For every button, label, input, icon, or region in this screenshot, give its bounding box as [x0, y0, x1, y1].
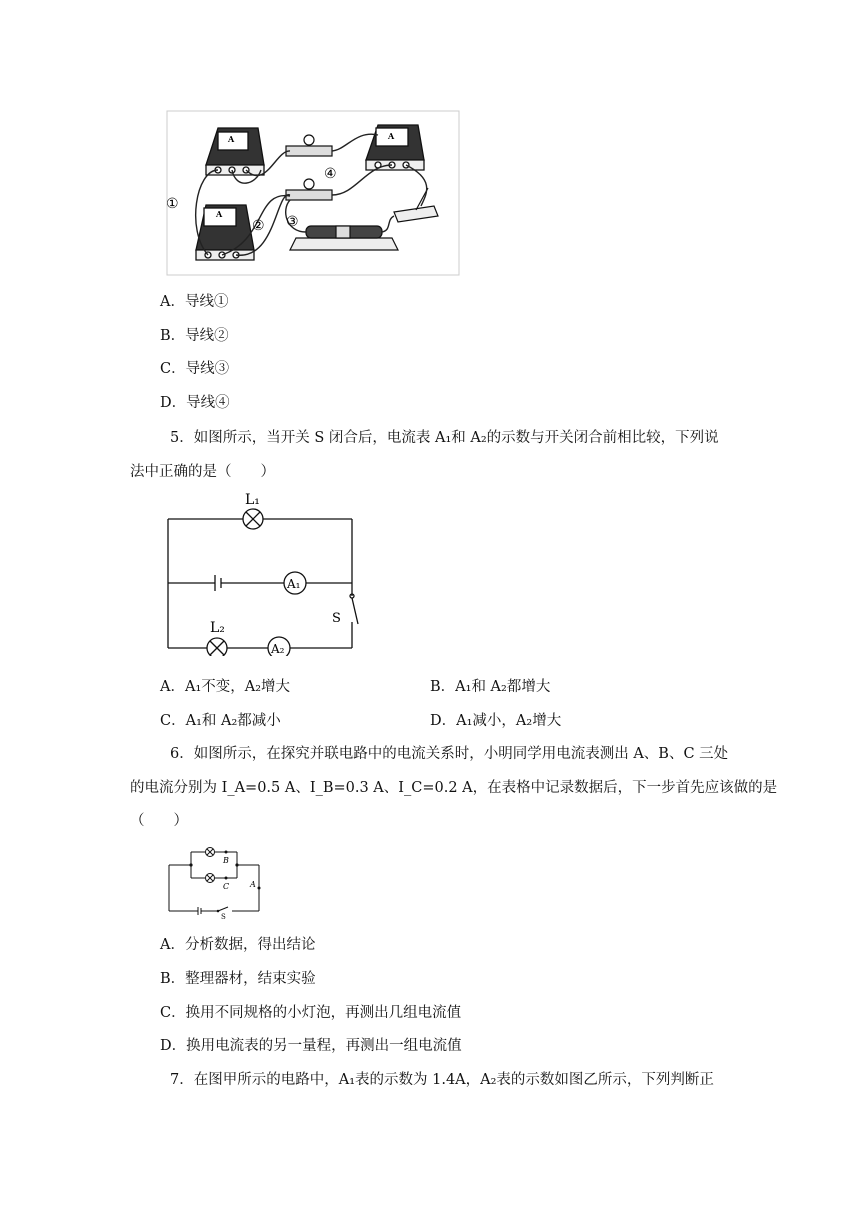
- svg-text:S: S: [332, 611, 341, 626]
- wire-label-1: ①: [166, 196, 179, 212]
- svg-text:A: A: [250, 880, 256, 889]
- circuit-diagram-q5: [160, 486, 370, 656]
- q6-option-c: C．换用不同规格的小灯泡，再测出几组电流值: [160, 1005, 462, 1021]
- svg-text:A₂: A₂: [271, 642, 285, 656]
- svg-text:A: A: [388, 131, 395, 141]
- battery-box: [290, 226, 398, 250]
- svg-text:A: A: [216, 209, 223, 219]
- q5-option-a: A．A₁不变，A₂增大: [160, 679, 291, 695]
- q6-option-a: A．分析数据，得出结论: [160, 937, 316, 953]
- q5-option-c: C．A₁和 A₂都减小: [160, 713, 281, 729]
- question-6-line-2: 的电流分别为 I_A=0.5 A、I_B=0.3 A、I_C=0.2 A，在表格中记录数据后，下一步首先应该做的是: [130, 780, 778, 796]
- wire-label-4: ④: [324, 166, 337, 182]
- q5-option-b: B．A₁和 A₂都增大: [430, 679, 551, 695]
- option-b: B．导线②: [160, 328, 229, 344]
- option-c: C．导线③: [160, 361, 230, 377]
- circuit-photo-figure: [166, 110, 460, 276]
- q6-option-d: D．换用电流表的另一量程，再测出一组电流值: [160, 1038, 462, 1054]
- question-5-line-2: 法中正确的是（ ）: [130, 464, 275, 480]
- wire-label-3: ③: [286, 214, 299, 230]
- circuit-diagram-q6: [166, 843, 266, 919]
- svg-text:S: S: [221, 913, 226, 919]
- svg-text:B: B: [223, 856, 229, 865]
- wire-label-2: ②: [252, 218, 265, 234]
- q6-option-b: B．整理器材，结束实验: [160, 971, 316, 987]
- svg-text:C: C: [223, 882, 230, 891]
- svg-text:L₁: L₁: [245, 492, 260, 508]
- question-6-line-3: （ ）: [130, 813, 188, 829]
- question-5-line-1: 5．如图所示，当开关 S 闭合后，电流表 A₁和 A₂的示数与开关闭合前相比较，下列说: [170, 430, 719, 446]
- svg-text:A₁: A₁: [287, 577, 301, 591]
- svg-text:L₂: L₂: [210, 620, 225, 636]
- question-6-line-1: 6．如图所示，在探究并联电路中的电流关系时，小明同学用电流表测出 A、B、C 三处: [170, 746, 729, 762]
- option-d: D．导线④: [160, 395, 230, 411]
- option-a: A．导线①: [160, 294, 229, 310]
- question-7-line-1: 7．在图甲所示的电路中，A₁表的示数为 1.4A，A₂表的示数如图乙所示，下列判断正: [170, 1072, 714, 1088]
- svg-text:A: A: [228, 134, 235, 144]
- q5-option-d: D．A₁减小，A₂增大: [430, 713, 562, 729]
